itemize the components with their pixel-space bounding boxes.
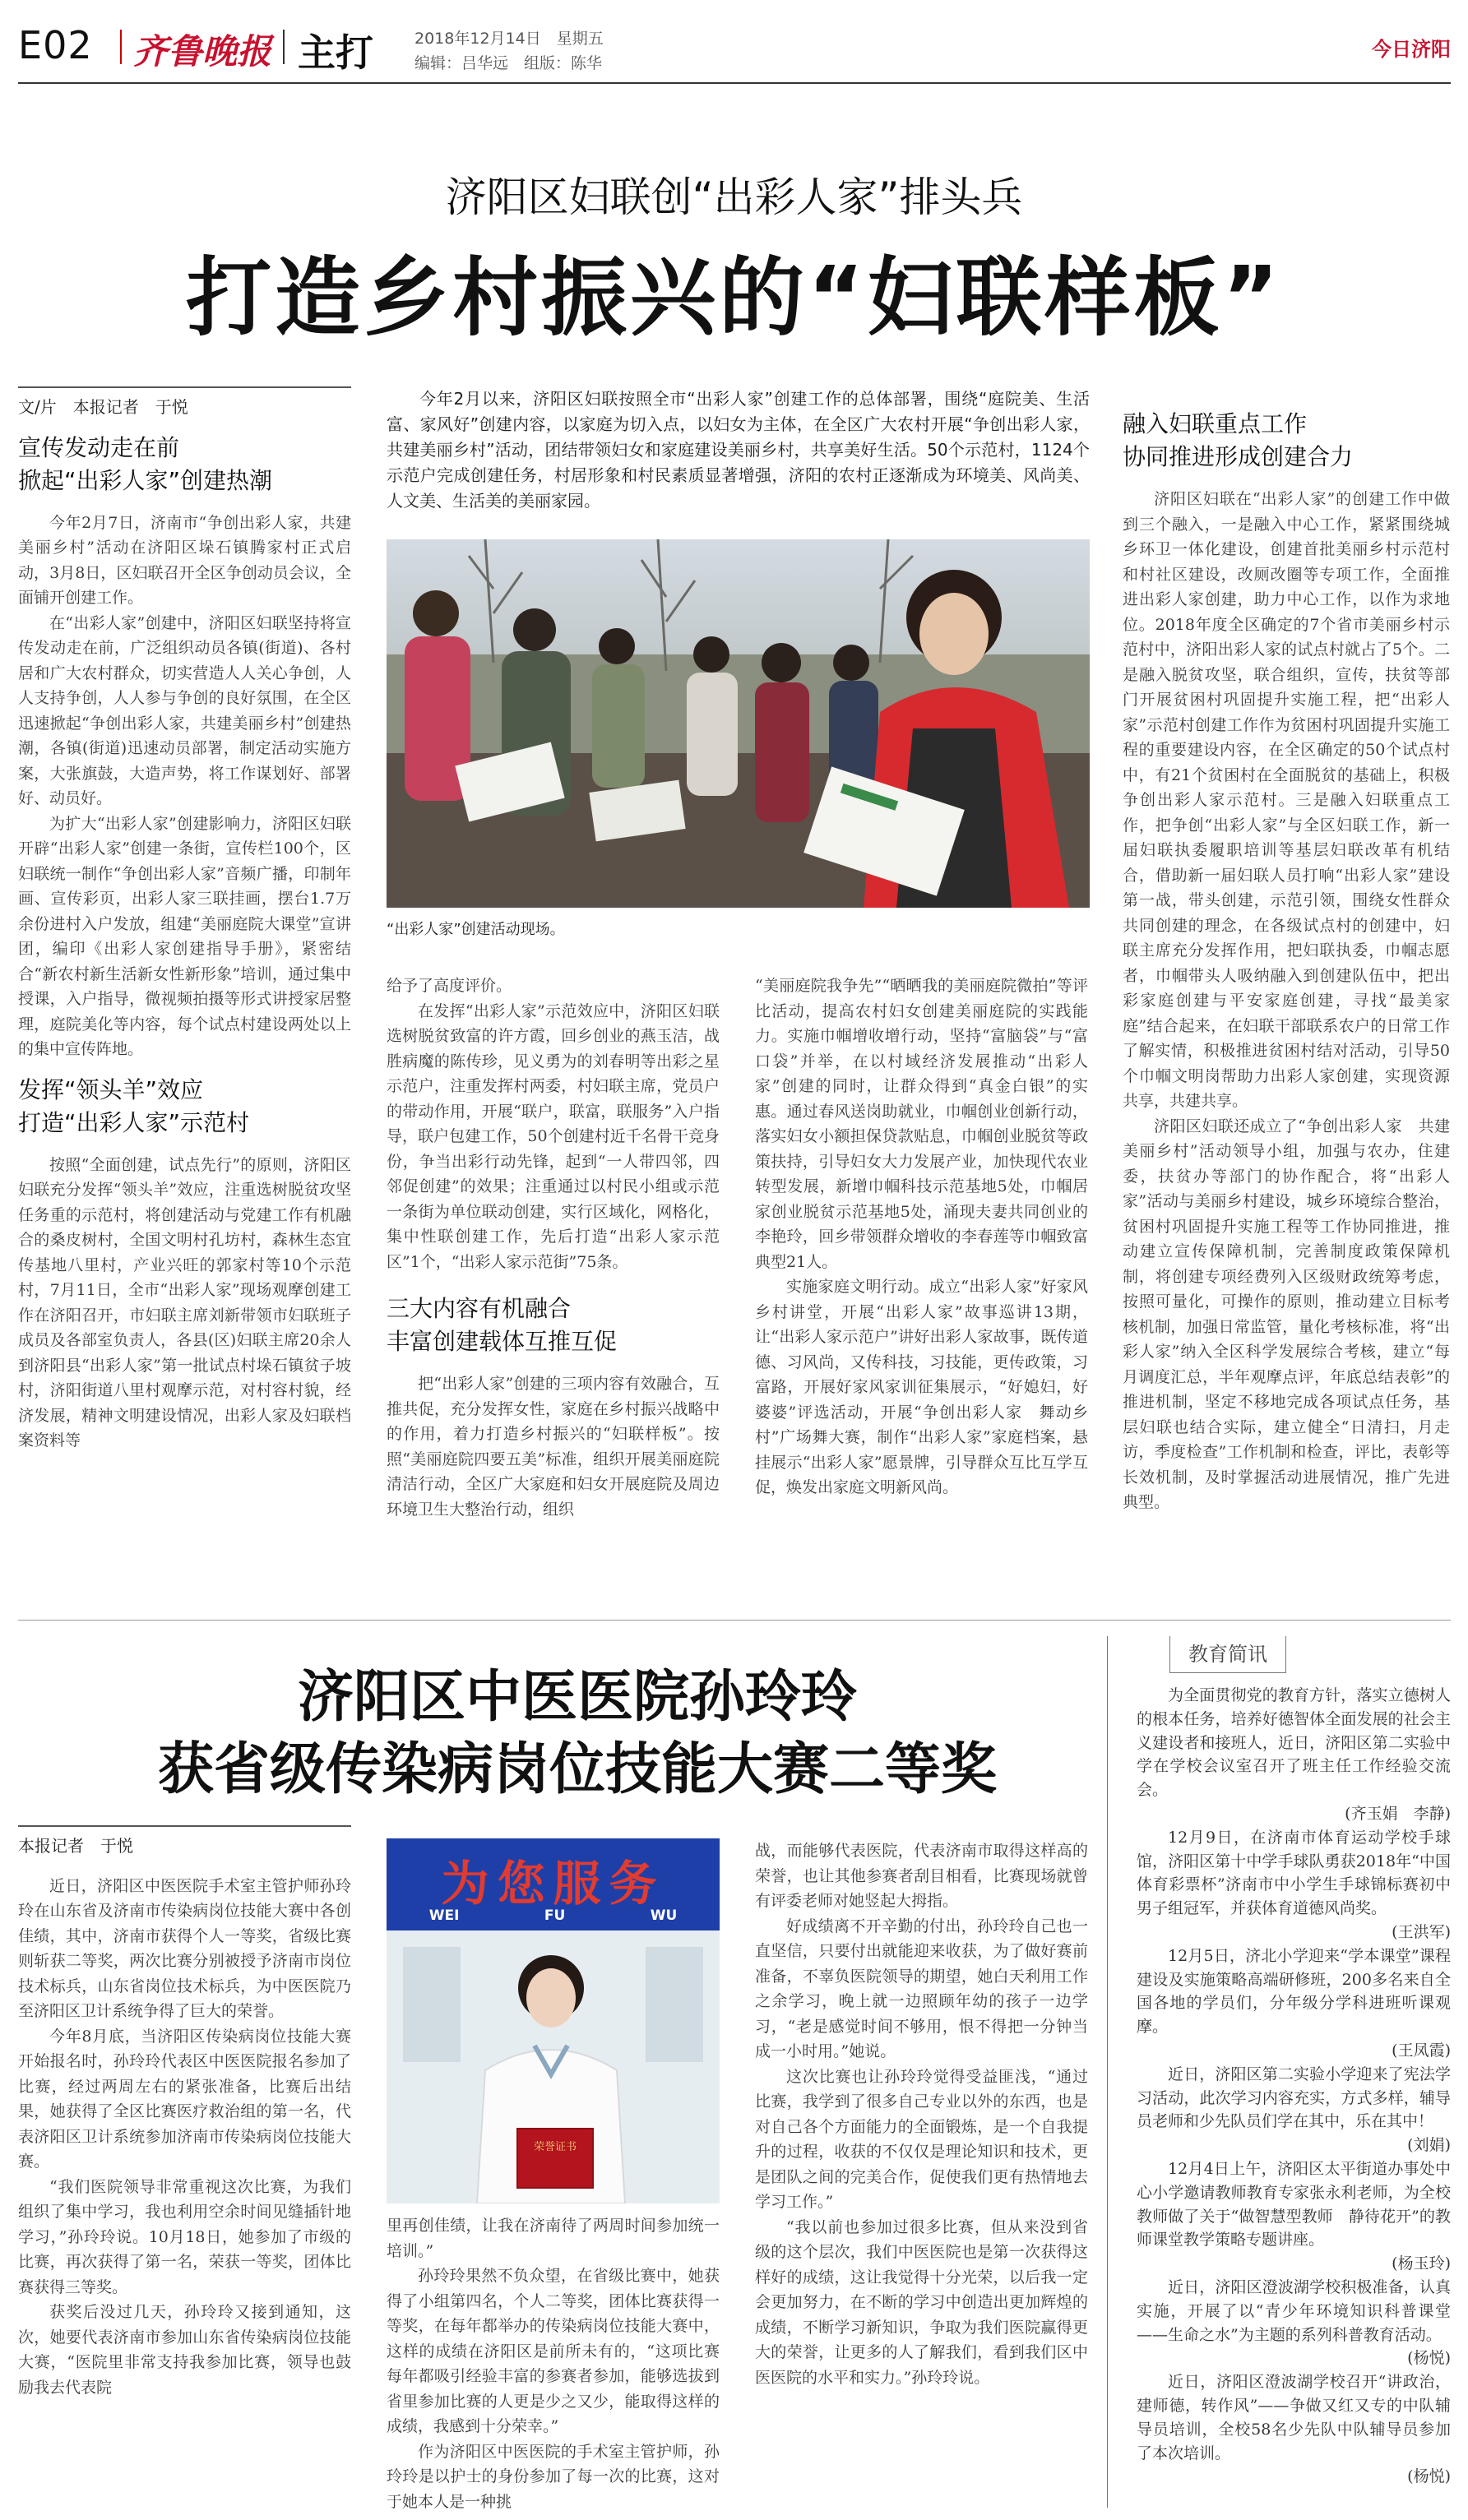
masthead bbox=[18, 18, 1451, 77]
paragraph: 近日，济阳区中医医院手术室主管护师孙玲玲在山东省及济南市传染病岗位技能大赛中各创佳绩，其中，济南市获得个人一等奖，省级比赛则斩获二等奖，两次比赛分别被授予济南市岗位技术标兵，山东省岗位技术标兵，为中医医院乃至济阳区卫计系统争得了巨大的荣誉。 bbox=[18, 1876, 351, 2020]
article1-column-4 bbox=[1123, 396, 1450, 1515]
edu-news-title: 教育简讯 bbox=[1188, 1643, 1267, 1666]
paragraph: 作为济阳区中医医院的手术室主管护师，孙玲玲是以护士的身份参加了每一次的比赛，这对于她本人是一种挑 bbox=[387, 2442, 720, 2511]
section-separator bbox=[18, 1620, 1451, 1621]
photo-sign-pinyin: FU bbox=[544, 1907, 566, 1924]
edu-news-title-box bbox=[1169, 1636, 1286, 1673]
article1-byline: 文/片 本报记者 于悦 bbox=[18, 397, 188, 417]
paper-logo: 齐鲁晚报 bbox=[133, 31, 272, 72]
edition-label: 今日济阳 bbox=[1372, 38, 1451, 61]
paragraph: 在发挥“出彩人家”示范效应中，济阳区妇联选树脱贫致富的许方霞，回乡创业的燕玉洁，战胜病魔的陈传珍，见义勇为的刘春明等出彩之星示范户，注重发挥村两委，村妇联主席，党员户的带动作用，开展“联户，联富，联服务”入户指导，联户包建工作，50个创建村近千名骨干竞身份，争当出彩行动先锋，起到“一人带四邻，四邻促创建”的效果；注重通过以村民小组或示范一条街为单位联动创建，实行区域化，网格化，集中性联创建工作，先后打造“出彩人家示范区”1个，“出彩人家示范街”75条。 bbox=[387, 1001, 720, 1271]
paragraph: 里再创佳绩，让我在济南待了两周时间参加统一培训。” bbox=[387, 2217, 720, 2260]
article1-subhead-1: 宣传发动走在前 掀起“出彩人家”创建热潮 bbox=[18, 433, 273, 494]
paragraph: 为扩大“出彩人家”创建影响力，济阳区妇联开辟“出彩人家”创建一条街，宣传栏100个，区妇联统一制作“争创出彩人家”音频广播，印制年画、宣传彩页，出彩人家三联挂画，摆台1.7万余份进村入户发放，组建“美丽庭院大课堂”宣讲团，编印《出彩人家创建指导手册》，紧密结合“新农村新生活新女性新形象”培训，通过集中授课，入户指导，微视频拍摄等形式讲授家居整理，庭院美化等内容，每个试点村建设两处以上的集中宣传阵地。 bbox=[18, 814, 351, 1058]
list-item: 12月5日，济北小学迎来“学本课堂”课程建设及实施策略高端研修班，200多名来自全国各地的学员们，分年级分学科进班听课观摩。 (王凤霞) bbox=[1137, 1946, 1451, 2060]
article1-subhead-2: 发挥“领头羊”效应 打造“出彩人家”示范村 bbox=[18, 1075, 250, 1136]
header-rule bbox=[18, 82, 1451, 84]
paragraph: 按照“全面创建，试点先行”的原则，济阳区妇联充分发挥“领头羊”效应，注重选树脱贫攻坚任务重的示范村，将创建活动与党建工作有机融合的桑皮树村，全国文明村孔坊村，森林生态宜传基地八里村，产业兴旺的郭家村等10个示范村，7月11日，全市“出彩人家”现场观摩创建工作在济阳召开，市妇联主席刘新带领市妇联班子成员及各部室负责人，各县(区)妇联主席20余人到济阳县“出彩人家”第一批试点村垛石镇贫子坡村，济阳街道八里村观摩示范，对村容村貌，经济发展，精神文明建设情况，出彩人家及妇联档案资料等 bbox=[18, 1155, 351, 1450]
article1-lead: 今年2月以来，济阳区妇联按照全市“出彩人家”创建工作的总体部署，围绕“庭院美、生活富、家风好”创建内容，以家庭为切入点，以妇女为主体，在全区广大农村开展“争创出彩人家，共建美丽乡村”活动，团结带领妇女和家庭建设美丽乡村，共享美好生活。50个示范村，1124个示范户完成创建任务，村居形象和村民素质显著增强，济阳的农村正逐渐成为环境美、风尚美、人文美、生活美的美丽家园。 bbox=[387, 389, 1090, 511]
article1-subhead-3: 三大内容有机融合 丰富创建载体互推互促 bbox=[387, 1295, 618, 1355]
list-item: 12月4日上午，济阳区太平街道办事处中心小学邀请教师教育专家张永利老师，为全校教师做了关于“做智慧型教师 静待花开”的教师课堂教学策略专题讲座。 (杨玉玲) bbox=[1137, 2159, 1451, 2273]
photo-sign-pinyin: WEI bbox=[428, 1907, 460, 1924]
page-number: E02 bbox=[18, 23, 93, 67]
article1-column-2 bbox=[387, 973, 720, 1522]
article2-headline-line2: 获省级传染病岗位技能大赛二等奖 bbox=[157, 1736, 997, 1802]
article2-column-2 bbox=[387, 2213, 720, 2514]
section-name: 主打 bbox=[298, 30, 373, 75]
list-item: 12月9日，在济南市体育运动学校手球馆，济阳区第十中学手球队勇获2018年“中国体育彩票杯”济南市中小学生手球锦标赛初中男子组冠军，并获体育道德风尚奖。 (王洪军) bbox=[1137, 1828, 1451, 1941]
sidebar-divider bbox=[1107, 1636, 1108, 2508]
article2-byline: 本报记者 于悦 bbox=[18, 1836, 133, 1856]
article1-column-3 bbox=[755, 973, 1088, 1500]
paragraph: 济阳区妇联还成立了“争创出彩人家 共建美丽乡村”活动领导小组，加强与农办，住建委，扶贫办等部门的协作配合，将“出彩人家”活动与美丽乡村建设，城乡环境综合整治，贫困村巩固提升实施工程等工作协同推进，推动建立宣传保障机制，完善制度政策保障机制，将创建专项经费列入区级财政统筹考虑，按照可量化，可操作的原则，推动建立目标考核机制，加强日常监管，量化考核标准，将“出彩人家”纳入全区科学发展综合考核，建立“每月调度汇总，半年观摩点评，年底总结表彰”的推进机制，坚定不移地完成各项试点任务，基层妇联也结合实际，建立健全“日清扫，月走访，季度检查”工作机制和检查，评比，表彰等长效机制，及时掌握活动进展情况，推广先进典型。 bbox=[1123, 1117, 1450, 1511]
article1-kicker: 济阳区妇联创“出彩人家”排头兵 bbox=[445, 173, 1023, 221]
paragraph: 战，而能够代表医院，代表济南市取得这样高的荣誉，也让其他参赛者刮目相看，比赛现场就曾有评委老师对她竖起大拇指。 bbox=[755, 1842, 1088, 1910]
paragraph: “美丽庭院我争先”“晒晒我的美丽庭院微拍”等评比活动，提高农村妇女创建美丽庭院的实践能力。实施巾帼增收增行动，坚持“富脑袋”与“富口袋”并举，在以村域经济发展推动“出彩人家”创建的同时，让群众得到“真金白银”的实惠。通过春风送岗助就业，巾帼创业创新行动，落实妇女小额担保贷款贴息，巾帼创业脱贫等政策扶持，引导妇女大力发展产业，加快现代农业转型发展，新增巾帼科技示范基地5处，巾帼居家创业脱贫示范基地5处，涌现夫妻共同创业的李艳玲，回乡带领群众增收的李春莲等巾帼致富典型21人。 bbox=[755, 977, 1088, 1271]
paragraph: 这次比赛也让孙玲玲觉得受益匪浅，“通过比赛，我学到了很多自己专业以外的东西，也是对自己各个方面能力的全面锻炼，是一个自我提升的过程，收获的不仅仅是理论知识和技术，更是团队之间的完美合作，促使我们更有热情地去学习工作。” bbox=[755, 2067, 1088, 2211]
article2-column-3 bbox=[755, 1838, 1088, 2390]
article1-subhead-4: 融入妇联重点工作 协同推进形成创建合力 bbox=[1123, 410, 1354, 470]
paragraph: 获奖后没过几天，孙玲玲又接到通知，这次，她要代表济南市参加山东省传染病岗位技能大赛，“医院里非常支持我参加比赛，领导也鼓励我去代表院 bbox=[18, 2303, 351, 2397]
article1-column-1 bbox=[18, 386, 351, 1454]
paragraph: 今年8月底，当济阳区传染病岗位技能大赛开始报名时，孙玲玲代表区中医医院报名参加了比赛，经过两周左右的紧张准备，比赛后出结果，她获得了全区比赛医疗救治组的第一名，代表济阳区卫计系统参加济南市传染病岗位技能大赛。 bbox=[18, 2027, 351, 2171]
article2-headline-line1: 济阳区中医医院孙玲玲 bbox=[297, 1664, 857, 1730]
edu-news-list bbox=[1137, 1684, 1451, 2489]
certificate bbox=[516, 2128, 594, 2189]
event-photo-illustration bbox=[387, 539, 1090, 908]
certificate-label: 荣誉证书 bbox=[533, 2141, 577, 2153]
list-item: 近日，济阳区澄波湖学校积极准备，认真实施，开展了以“青少年环境知识科普课堂——生命之水”为主题的系列科普教育活动。 (杨悦) bbox=[1137, 2277, 1451, 2368]
date-line: 2018年12月14日 星期五 bbox=[414, 30, 604, 48]
paragraph: 孙玲玲果然不负众望，在省级比赛中，她获得了小组第四名，个人二等奖，团体比赛获得一等奖，在每年都举办的传染病岗位技能大赛中，这样的成绩在济阳区是前所未有的，“这项比赛每年都吸引经验丰富的参赛者参加，能够选拔到省里参加比赛的人更是少之又少，能取得这样的成绩，我感到十分荣幸。” bbox=[387, 2267, 720, 2435]
article2-photo bbox=[387, 1838, 720, 2203]
article1-photo-caption: “出彩人家”创建活动现场。 bbox=[387, 921, 565, 938]
paragraph: 实施家庭文明行动。成立“出彩人家”好家风乡村讲堂，开展“出彩人家”故事巡讲13期，让“出彩人家示范户”讲好出彩人家故事，既传道德、习风尚，又传科技，习技能，更传政策，习富路，开展好家风家训征集展示，“好媳妇，好婆婆”评选活动，开展“争创出彩人家 舞动乡村”广场舞大赛，制作“出彩人家”家庭档案，悬挂展示“出彩人家”愿景牌，引导群众互比互学互促，焕发出家庭文明新风尚。 bbox=[755, 1278, 1088, 1496]
paragraph: 好成绩离不开辛勤的付出，孙玲玲自己也一直坚信，只要付出就能迎来收获，为了做好赛前准备，不辜负医院领导的期望，她白天利用工作之余学习，晚上就一边照顾年幼的孩子一边学习，“老是感觉时间不够用，恨不得把一分钟当成一小时用。”她说。 bbox=[755, 1917, 1088, 2060]
paragraph: 给予了高度评价。 bbox=[387, 977, 512, 995]
article1-headline: 打造乡村振兴的“妇联样板” bbox=[186, 247, 1282, 348]
list-item: 近日，济阳区第二实验小学迎来了宪法学习活动，此次学习内容充实，方式多样，辅导员老师和少先队员们学在其中，乐在其中！ (刘娟) bbox=[1137, 2065, 1451, 2155]
list-item: 为全面贯彻党的教育方针，落实立德树人的根本任务，培养好德智体全面发展的社会主义建设者和接班人，近日，济阳区第二实验中学在学校会议室召开了班主任工作经验交流会。 (齐玉娟 李静) bbox=[1137, 1686, 1451, 1823]
photo-sign-text: 为您服务 bbox=[441, 1856, 665, 1912]
editors-line: 编辑：吕华远 组版：陈华 bbox=[414, 54, 603, 72]
article1-photo bbox=[387, 539, 1090, 908]
paragraph: “我们医院领导非常重视这次比赛，为我们组织了集中学习，我也利用空余时间见缝插针地学习，”孙玲玲说。10月18日，她参加了市级的比赛，再次获得了第一名，荣获一等奖，团体比赛获得三等奖。 bbox=[18, 2177, 351, 2296]
paragraph: “我以前也参加过很多比赛，但从来没到省级的这个层次，我们中医医院也是第一次获得这样好的成绩，这让我觉得十分光荣，以后我一定会更加努力，在不断的学习中创造出更加辉煌的成绩，不断学习新知识，争取为我们医院赢得更大的荣誉，让更多的人了解我们，看到我们区中医医院的水平和实力。”孙玲玲说。 bbox=[755, 2217, 1088, 2387]
edu-news-box bbox=[1120, 1636, 1451, 2508]
paragraph: 今年2月7日，济南市“争创出彩人家，共建美丽乡村”活动在济阳区垛石镇腾家村正式启动，3月8日，区妇联召开全区争创动员会议，全面铺开创建工作。 bbox=[18, 513, 351, 607]
list-item: 近日，济阳区澄波湖学校召开“讲政治，建师德，转作风”——争做又红又专的中队辅导员培训，全校58名少先队中队辅导员参加了本次培训。 (杨悦) bbox=[1137, 2373, 1451, 2486]
paragraph: 把“出彩人家”创建的三项内容有效融合，互推共促，充分发挥女性，家庭在乡村振兴战略中的作用，着力打造乡村振兴的“妇联样板”。按照“美丽庭院四要五美”标准，组织开展美丽庭院清洁行动，全区广大家庭和妇女开展庭院及周边环境卫生大整治行动，组织 bbox=[387, 1375, 720, 1519]
photo-sign-pinyin: WU bbox=[650, 1907, 678, 1924]
paragraph: 济阳区妇联在“出彩人家”的创建工作中做到三个融入，一是融入中心工作，紧紧围绕城乡环卫一体化建设，创建首批美丽乡村示范村和村社区建设，改厕改圈等专项工作，全面推进出彩人家创建，助力中心工作，以作为求地位。2018年度全区确定的7个省市美丽乡村示范村中，济阳出彩人家的试点村就占了5个。二是融入脱贫攻坚，联合组织，宣传，扶贫等部门开展贫困村巩固提升实施工程，把“出彩人家”示范村创建工作作为贫困村巩固提升实施工程的重要建设内容，在全区确定的50个试点村中，有21个贫困村在全面脱贫的基础上，积极争创出彩人家示范村。三是融入妇联重点工作，把争创“出彩人家”与全区妇联工作，新一届妇联执委履职培训等基层妇联改革有机结合，借助新一届妇联人员打响“出彩人家”建设第一战，带头创建，示范引领，围绕女性群众共同创建的理念，在各级试点村的创建中，妇联主席充分发挥作用，把妇联执委，巾帼志愿者，巾帼带头人吸纳融入到创建队伍中，把出彩家庭创建与平安家庭创建，寻找“最美家庭”结合起来，在妇联干部联系农户的日常工作了解实情，积极推进贫困村结对活动，引导50个巾帼文明岗帮助力出彩人家创建，实现资源共享，共建共享。 bbox=[1123, 490, 1450, 1110]
paragraph: 在“出彩人家”创建中，济阳区妇联坚持将宣传发动走在前，广泛组织动员各镇(街道)、各村居和广大农村群众，切实营造人人关心争创，人人支持争创，人人参与争创的良好氛围，在全区迅速掀起“争创出彩人家，共建美丽乡村”创建热潮，各镇(街道)迅速动员部署，制定活动实施方案，大张旗鼓，大造声势，将工作谋划好、部署好、动员好。 bbox=[18, 613, 351, 807]
article2-column-1 bbox=[18, 1825, 351, 2400]
